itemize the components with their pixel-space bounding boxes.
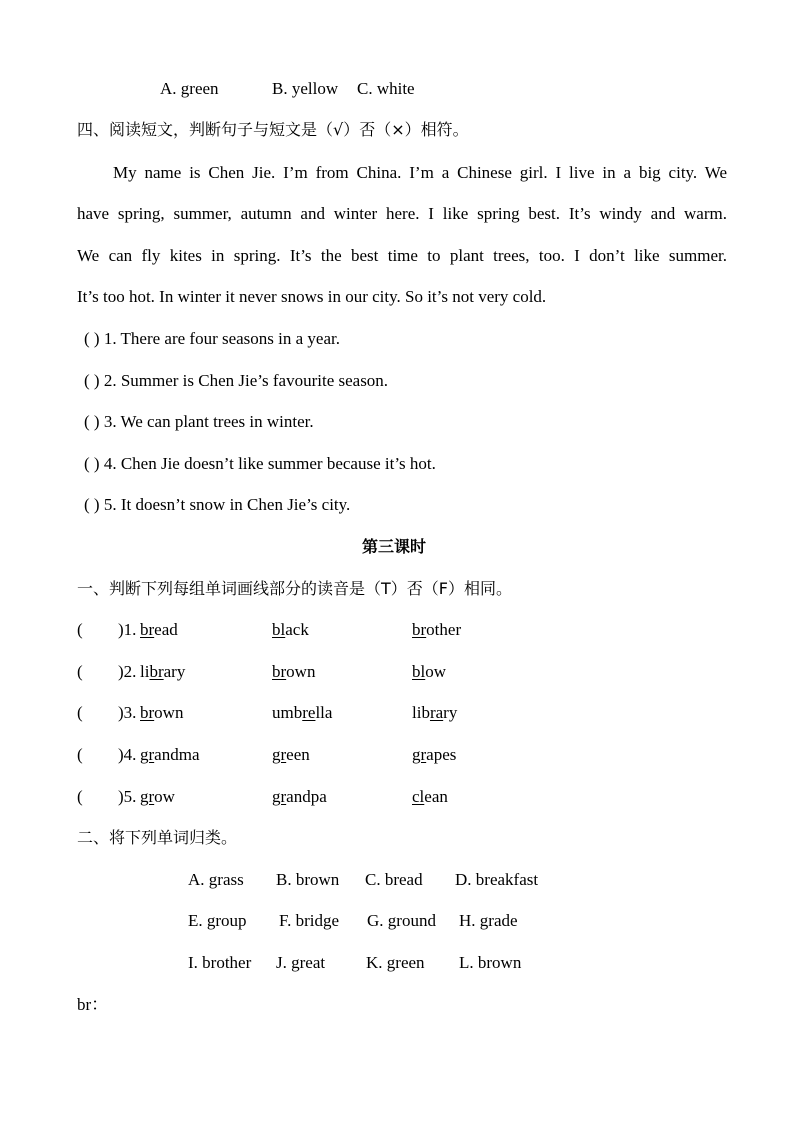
underlined-letters: gr xyxy=(140,787,155,806)
word-w2: umbrella xyxy=(272,703,333,722)
word-w2: grandpa xyxy=(272,787,327,806)
underlined-letters: br xyxy=(412,620,427,639)
part1-heading: 一、判断下列每组单词画线部分的读音是（T）否（F）相同。 xyxy=(77,579,512,598)
passage-line-3: We can fly kites in spring. It’s the best time to plant trees, too. I don’t like summer. xyxy=(77,246,727,265)
word-w2: black xyxy=(272,620,309,639)
word-option: B. brown xyxy=(276,870,340,889)
word-option: A. grass xyxy=(188,870,244,889)
judge-item-5: ( ) 5. It doesn’t snow in Chen Jie’s city. xyxy=(84,495,351,514)
word-w1: bread xyxy=(140,620,178,639)
word-w1: grow xyxy=(140,787,175,806)
word-option: J. great xyxy=(276,953,326,972)
passage-line-1: My name is Chen Jie. I’m from China. I’m a Chinese girl. I live in a big city. We xyxy=(113,163,727,182)
judge-item-1: ( ) 1. There are four seasons in a year. xyxy=(84,329,340,348)
judge-item-2: ( ) 2. Summer is Chen Jie’s favourite season. xyxy=(84,371,389,390)
underlined-letters: br xyxy=(140,620,155,639)
option-b: B. yellow xyxy=(272,79,339,98)
underlined-letters: br xyxy=(272,662,287,681)
category-label-br: br： xyxy=(77,995,109,1014)
underlined-letters: gr xyxy=(412,745,427,764)
underlined-letters: gr xyxy=(272,787,287,806)
answer-bracket-open: ( xyxy=(77,787,83,806)
word-option: G. ground xyxy=(367,911,436,930)
word-w2: green xyxy=(272,745,310,764)
passage-line-4: It’s too hot. In winter it never snows in our city. So it’s not very cold. xyxy=(77,287,547,306)
word-w2: brown xyxy=(272,662,316,681)
word-w1: library xyxy=(140,662,186,681)
underlined-letters: br xyxy=(149,662,164,681)
judge-item-4: ( ) 4. Chen Jie doesn’t like summer because it’s hot. xyxy=(84,454,436,473)
answer-bracket-open: ( xyxy=(77,662,83,681)
answer-bracket-close: )2. xyxy=(118,662,137,681)
part2-heading: 二、将下列单词归类。 xyxy=(77,828,238,847)
word-w1: brown xyxy=(140,703,184,722)
word-option: E. group xyxy=(188,911,247,930)
answer-bracket-open: ( xyxy=(77,745,83,764)
word-option: F. bridge xyxy=(279,911,340,930)
underlined-letters: br xyxy=(140,703,155,722)
answer-bracket-close: )1. xyxy=(118,620,137,639)
underlined-letters: bl xyxy=(412,662,426,681)
underlined-letters: ra xyxy=(429,703,444,722)
answer-bracket-close: )3. xyxy=(118,703,137,722)
word-w3: grapes xyxy=(412,745,457,764)
word-option: I. brother xyxy=(188,953,252,972)
option-c: C. white xyxy=(357,79,415,98)
word-w3: library xyxy=(412,703,458,722)
underlined-letters: cl xyxy=(412,787,425,806)
word-option: D. breakfast xyxy=(455,870,539,889)
word-w1: grandma xyxy=(140,745,200,764)
word-option: L. brown xyxy=(459,953,522,972)
answer-bracket-open: ( xyxy=(77,703,83,722)
underlined-letters: bl xyxy=(272,620,286,639)
word-option: K. green xyxy=(366,953,425,972)
section4-heading: 四、阅读短文，判断句子与短文是（√）否（×）相符。 xyxy=(77,120,469,139)
word-option: H. grade xyxy=(459,911,518,930)
lesson-title: 第三课时 xyxy=(362,537,427,556)
underlined-letters: gr xyxy=(140,745,155,764)
answer-bracket-open: ( xyxy=(77,620,83,639)
answer-bracket-close: )5. xyxy=(118,787,137,806)
underlined-letters: re xyxy=(302,703,316,722)
underlined-letters: gr xyxy=(272,745,287,764)
word-w3: brother xyxy=(412,620,462,639)
word-w3: blow xyxy=(412,662,447,681)
option-a: A. green xyxy=(160,79,219,98)
word-option: C. bread xyxy=(365,870,423,889)
answer-bracket-close: )4. xyxy=(118,745,137,764)
word-w3: clean xyxy=(412,787,448,806)
passage-line-2: have spring, summer, autumn and winter here. I like spring best. It’s windy and warm. xyxy=(77,204,727,223)
judge-item-3: ( ) 3. We can plant trees in winter. xyxy=(84,412,314,431)
